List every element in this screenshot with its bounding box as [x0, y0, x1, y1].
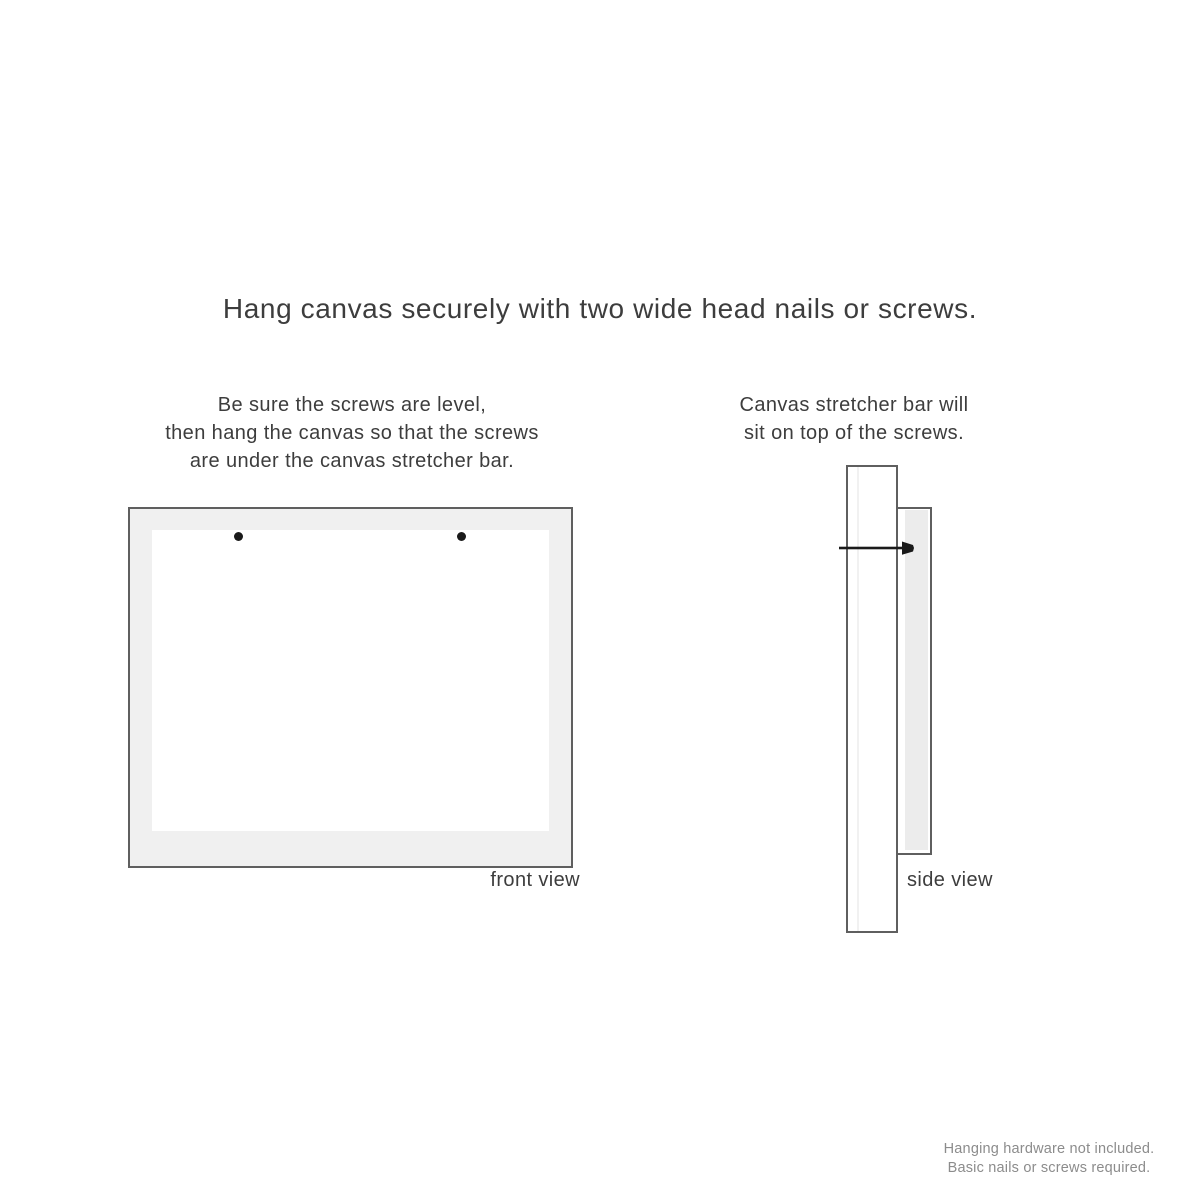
- instruction-line: Canvas stretcher bar will: [739, 394, 969, 416]
- side-view-instructions: [718, 391, 990, 447]
- screw-dot-right: [457, 532, 466, 541]
- instruction-line: are under the canvas stretcher bar.: [189, 450, 515, 472]
- footnote-line: Hanging hardware not included.: [943, 1141, 1155, 1157]
- canvas-front-inner-area: [152, 530, 549, 831]
- instruction-line: Be sure the screws are level,: [217, 394, 487, 416]
- hardware-footnote: [918, 1140, 1180, 1178]
- page-title: Hang canvas securely with two wide head nails or screws.: [222, 293, 978, 324]
- side-view-label: side view: [907, 869, 993, 891]
- front-view-label: front view: [490, 869, 580, 891]
- footnote-line: Basic nails or screws required.: [947, 1160, 1151, 1176]
- instruction-line: then hang the canvas so that the screws: [165, 422, 539, 444]
- canvas-front-frame: [128, 507, 573, 868]
- nail-icon: [836, 537, 920, 559]
- front-view-instructions: [127, 391, 577, 475]
- canvas-side-stretcher-fill: [905, 510, 928, 850]
- screw-dot-left: [234, 532, 243, 541]
- instruction-line: sit on top of the screws.: [743, 422, 965, 444]
- canvas-side-bar: [896, 507, 932, 855]
- wall-side-bar: [846, 465, 898, 933]
